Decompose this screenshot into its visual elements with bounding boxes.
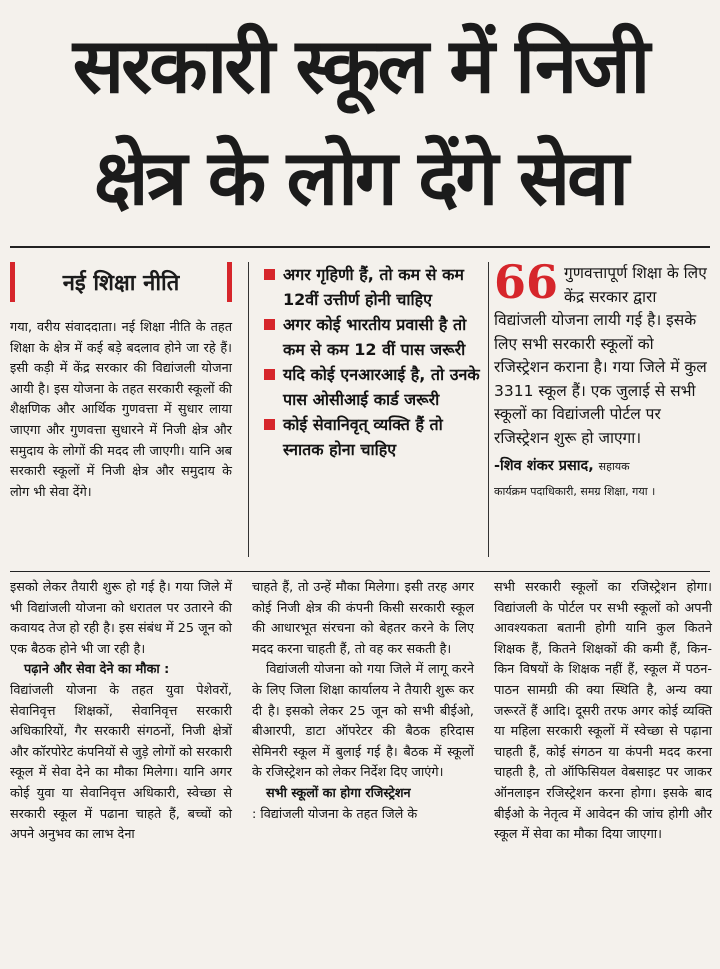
headline-line-2: क्षेत्र के लोग देंगे सेवा: [93, 133, 627, 222]
bullet-text: अगर गृहिणी हैं, तो कम से कम 12वीं उत्तीर्ण होनी चाहिए: [283, 265, 464, 309]
section-divider: [10, 571, 710, 572]
quote-designation-2: कार्यक्रम पदाधिकारी, समग्र शिक्षा, गया ।: [494, 484, 656, 498]
bullet-marker: [264, 319, 275, 330]
body-paragraph: चाहते हैं, तो उन्हें मौका मिलेगा। इसी तरह अगर कोई निजी क्षेत्र की कंपनी किसी सरकारी स्कूल की आधारभूत संरचना को बेहतर करने के लिए मदद करना चाहती हैं, तो वह कर सकती है।: [252, 580, 474, 657]
body-column-3: [494, 578, 712, 846]
quote-attribution: [494, 454, 712, 503]
body-paragraph: इसको लेकर तैयारी शुरू हो गई है। गया जिले में भी विद्यांजली योजना को धरातल पर उतारने की कवायद तेज हो रही है। इस संबंध में 25 जून को एक बैठक होने भी जा रही है।: [10, 580, 232, 657]
quote-author: -शिव शंकर प्रसाद,: [494, 458, 594, 474]
quote-mark-icon: 66: [494, 255, 559, 309]
body-paragraph: विद्यांजली योजना को गया जिले में लागू करने के लिए जिला शिक्षा कार्यालय ने तैयारी शुरू कर दी है। इसको लेकर 25 जून को सभी बीईओ, बीआरपी, डाटा ऑपरेटर की बैठक हरिदास सेमिनरी स्कूल में बुलाई गई है। बैठक में स्कूलों के रजिस्ट्रेशन को लेकर निर्देश दिए जाएंगे।: [252, 662, 474, 781]
intro-column: [10, 318, 232, 503]
bullet-item: [264, 312, 482, 362]
intro-paragraph: गया, वरीय संवाददाता। नई शिक्षा नीति के तहत शिक्षा के क्षेत्र में कई बड़े बदलाव होने जा रहे हैं। इसी कड़ी में केंद्र सरकार की विद्यांजली योजना आयी है। इस योजना के तहत सरकारी स्कूलों की शैक्षणिक और आर्थिक गुणवत्ता में सुधार लाया जाएगा और गुणवत्ता सुधारने में निजी क्षेत्र और समुदाय के लोगों की मदद ली जाएगी। यानि अब सरकारी स्कूलों में निजी क्षेत्र और समुदाय के लोग भी सेवा देंगे।: [10, 320, 232, 500]
article-headline: [10, 10, 710, 234]
eligibility-box: [264, 262, 482, 462]
bullet-item: [264, 362, 482, 412]
quote-box: [494, 255, 712, 503]
body-subheading: सभी स्कूलों का होगा रजिस्ट्रेशन: [266, 785, 411, 801]
bullet-marker: [264, 269, 275, 280]
body-column-1: [10, 578, 232, 846]
bullet-marker: [264, 419, 275, 430]
body-column-2: [252, 578, 474, 825]
bullet-marker: [264, 369, 275, 380]
bullet-text: कोई सेवानिवृत् व्यक्ति हैं तो स्नातक होना चाहिए: [283, 415, 443, 459]
body-paragraph: सभी सरकारी स्कूलों का रजिस्ट्रेशन होगा। विद्यांजली के पोर्टल पर सभी स्कूलों को अपनी आवश्यकता बतानी होगी यानि कुल कितने शिक्षक हैं, कितने शिक्षकों की कमी हैं, किन-किन विषयों के शिक्षक नहीं हैं, स्कूल में पठन-पाठन सामग्री की क्या स्थिति है, अन्य क्या जरूरतें हैं आदि। दूसरी तरफ अगर कोई व्यक्ति या महिला सरकारी स्कूलों में स्वेच्छा से पढ़ाना चाहती हैं, कोई संगठन या कंपनी मदद करना चाहती है, तो ऑफिसियल वेबसाइट पर जाकर ऑनलाइन रजिस्ट्रेशन करना होगा। इसके बाद बीईओ के नेतृत्व में आवेदन की जांच होगी और स्कूल में सेवा का मौका दिया जाएगा।: [494, 580, 712, 843]
bullet-item: [264, 412, 482, 462]
body-paragraph: : विद्यांजली योजना के तहत जिले के: [252, 806, 418, 822]
bullet-text: यदि कोई एनआरआई है, तो उनके पास ओसीआई कार्ड जरूरी: [283, 365, 480, 409]
column-divider: [248, 262, 249, 557]
quote-text: गुणवत्तापूर्ण शिक्षा के लिए केंद्र सरकार द्वारा विद्यांजली योजना लायी गई है। इसके लिए सभी सरकारी स्कूलों को रजिस्ट्रेशन कराना है। गया जिले में कुल 3311 स्कूल हैं। एक जुलाई से सभी स्कूलों का विद्यांजली पोर्टल पर रजिस्ट्रेशन शुरू हो जाएगा।: [494, 264, 707, 447]
column-divider: [488, 262, 489, 557]
headline-divider: [10, 246, 710, 248]
headline-line-1: सरकारी स्कूल में निजी: [72, 21, 648, 110]
quote-designation-1: सहायक: [598, 460, 630, 473]
section-tag: [10, 262, 232, 302]
body-subheading: पढ़ाने और सेवा देने का मौका :: [24, 662, 170, 678]
bullet-text: अगर कोई भारतीय प्रवासी है तो कम से कम 12 वीं पास जरूरी: [283, 315, 467, 359]
body-paragraph: विद्यांजली योजना के तहत युवा पेशेवरों, सेवानिवृत्त शिक्षकों, सेवानिवृत्त सरकारी अधिकारियों, गैर सरकारी संगठनों, निजी क्षेत्रों और कॉरपोरेट कंपनियों से जुड़े लोगों को सरकारी स्कूल में सेवा देने का मौका मिलेगा। यानि अगर कोई युवा या सेवानिवृत्त अधिकारी, स्वेच्छा से सरकारी स्कूल में पढाना चाहते हैं, बच्चों को अपने अनुभव का लाभ देना: [10, 682, 232, 843]
section-tag-label: नई शिक्षा नीति: [62, 271, 180, 296]
bullet-item: [264, 262, 482, 312]
